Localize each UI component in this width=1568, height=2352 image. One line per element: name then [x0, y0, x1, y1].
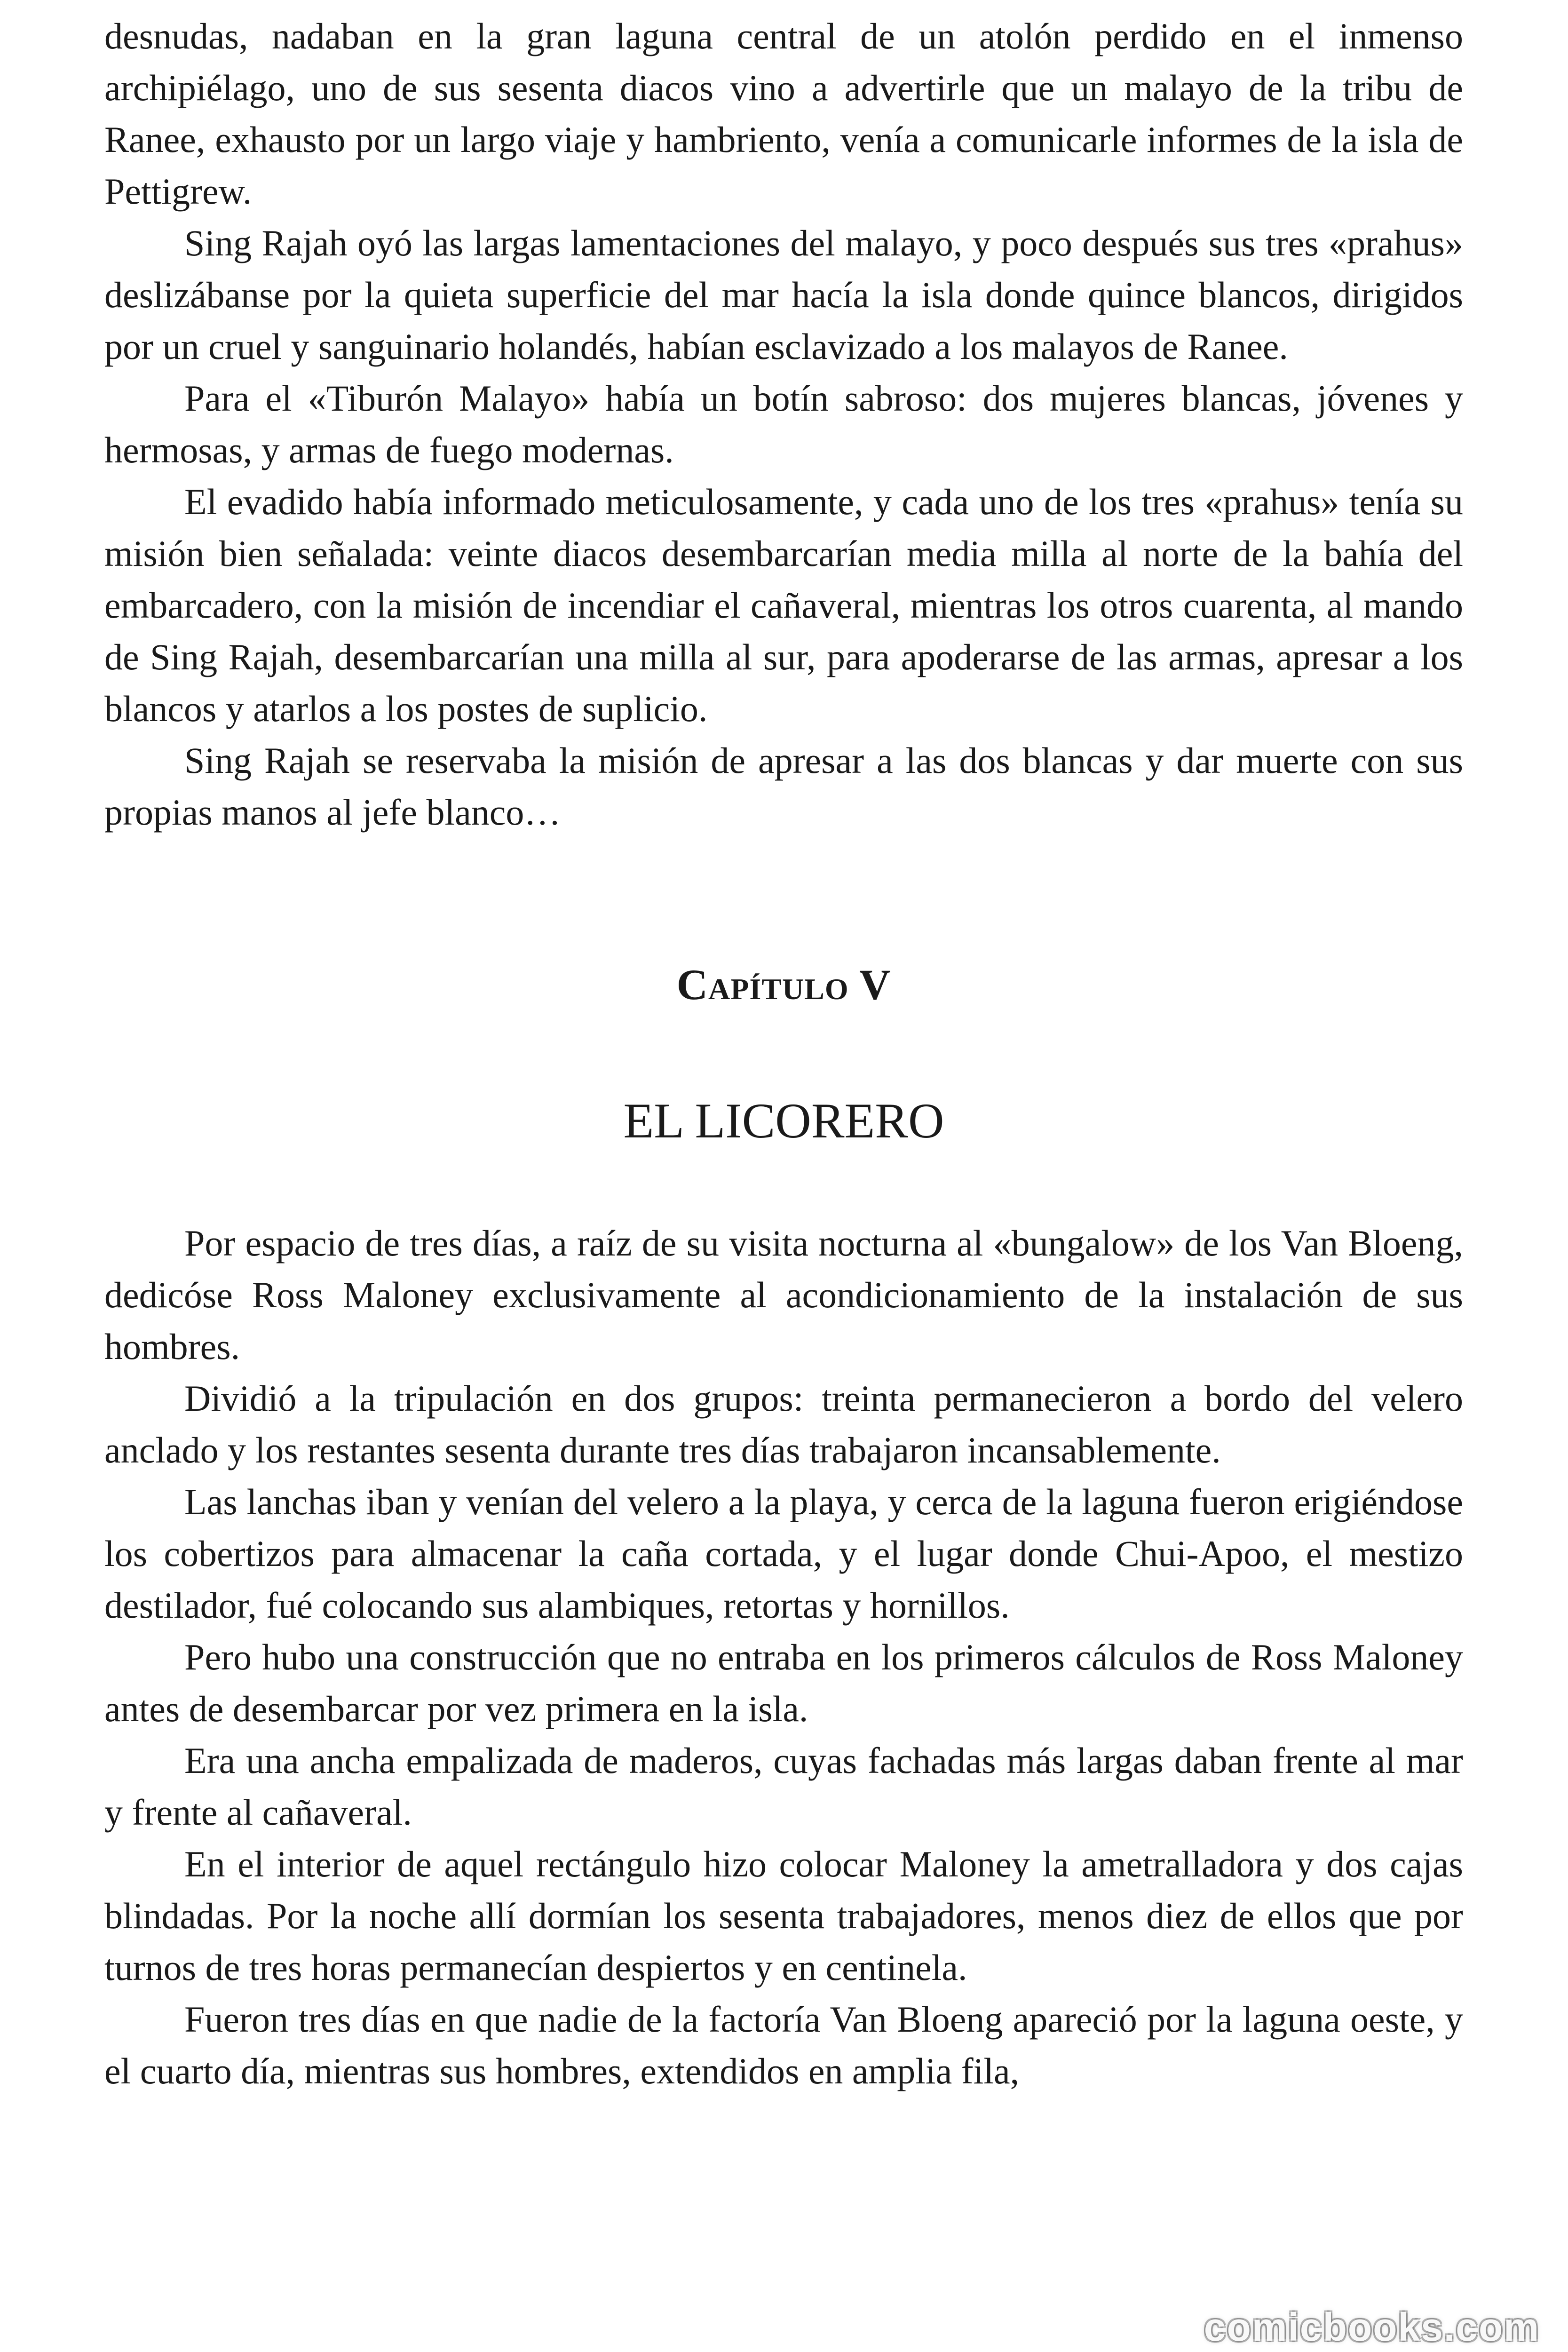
- chapter-heading: [104, 838, 1463, 1217]
- paragraph: Las lanchas iban y venían del velero a la playa, y cerca de la laguna fueron erigiéndose los cobertizos para almacenar la caña cortada, y el lugar donde Chui-Apoo, el mestizo destilador, fué colocando sus alambiques, retortas y hornillos.: [104, 1481, 1463, 1626]
- chapter-label: Capítulo V: [676, 961, 891, 1009]
- paragraph: Pero hubo una construcción que no entraba en los primeros cálculos de Ross Maloney antes de desembarcar por vez primera en la isla.: [104, 1637, 1463, 1729]
- paragraph: Para el «Tiburón Malayo» había un botín sabroso: dos mujeres blancas, jóvenes y hermosas, y armas de fuego modernas.: [104, 378, 1463, 470]
- paragraph: En el interior de aquel rectángulo hizo colocar Maloney la ametralladora y dos cajas blindadas. Por la noche allí dormían los sesenta trabajadores, menos diez de ellos que por turnos de tres horas permanecían despiertos y en centinela.: [104, 1843, 1463, 1988]
- paragraph: Fueron tres días en que nadie de la factoría Van Bloeng apareció por la laguna oeste, y el cuarto día, mientras sus hombres, extendidos en amplia fila,: [104, 1999, 1463, 2091]
- paragraph: Por espacio de tres días, a raíz de su visita nocturna al «bungalow» de los Van Bloeng, dedicóse Ross Maloney exclusivamente al acondicionamiento de la instalación de sus hombres.: [104, 1223, 1463, 1367]
- text-column: [104, 10, 1463, 2097]
- watermark: comicbooks.com: [1204, 2305, 1540, 2349]
- paragraph: Sing Rajah se reservaba la misión de apresar a las dos blancas y dar muerte con sus propias manos al jefe blanco…: [104, 740, 1463, 833]
- paragraph: desnudas, nadaban en la gran laguna central de un atolón perdido en el inmenso archipiélago, uno de sus sesenta diacos vino a advertirle que un malayo de la tribu de Ranee, exhausto por un largo viaje y hambriento, venía a comunicarle informes de la isla de Pettigrew.: [104, 16, 1463, 212]
- chapter-title: EL LICORERO: [623, 1093, 944, 1148]
- paragraph: Era una ancha empalizada de maderos, cuyas fachadas más largas daban frente al mar y frente al cañaveral.: [104, 1740, 1463, 1833]
- paragraph: El evadido había informado meticulosamente, y cada uno de los tres «prahus» tenía su misión bien señalada: veinte diacos desembarcarían media milla al norte de la bahía del embarcadero, con la misión de incendiar el cañaveral, mientras los otros cuarenta, al mando de Sing Rajah, desembarcarían una milla al sur, para apoderarse de las armas, apresar a los blancos y atarlos a los postes de suplicio.: [104, 481, 1463, 729]
- paragraph: Sing Rajah oyó las largas lamentaciones del malayo, y poco después sus tres «prahus» deslizábanse por la quieta superficie del mar hacía la isla donde quince blancos, dirigidos por un cruel y sanguinario holandés, habían esclavizado a los malayos de Ranee.: [104, 222, 1463, 367]
- paragraph: Dividió a la tripulación en dos grupos: treinta permanecieron a bordo del velero anclado y los restantes sesenta durante tres días trabajaron incansablemente.: [104, 1378, 1463, 1470]
